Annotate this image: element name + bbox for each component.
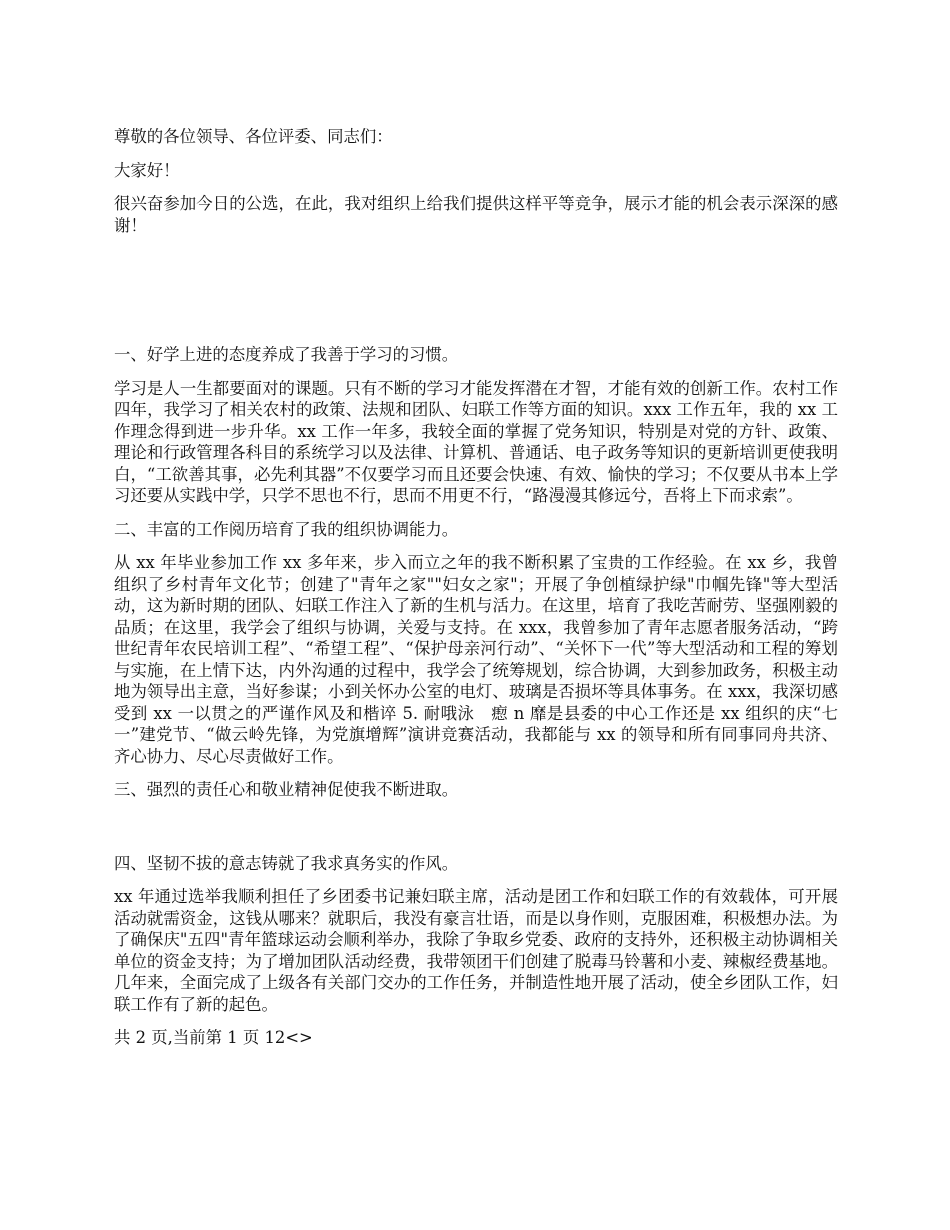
section4-body: xx 年通过选举我顺利担任了乡团委书记兼妇联主席，活动是团工作和妇联工作的有效载体，可开展活动就需资金，这钱从哪来？就职后，我没有豪言壮语，而是以身作则，克服困难，积极想办法。为了确保庆"五四"青年篮球运动会顺利举办，我除了争取乡党委、政府的支持外，还积极主动协调相关单位的资金支持；为了增加团队活动经费，我带领团干们创建了脱毒马铃薯和小麦、辣椒经费基地。几年来，全面完成了上级各有关部门交办的工作任务，并制造性地开展了活动，使全乡团队工作，妇联工作有了新的起色。 [114,887,838,1014]
section2-body: 从 xx 年毕业参加工作 xx 多年来，步入而立之年的我不断积累了宝贵的工作经验。在 xx 乡，我曾组织了乡村青年文化节；创建了"青年之家""妇女之家"；开展了争创植绿护绿"巾帼先锋"等大型活动，这为新时期的团队、妇联工作注入了新的生机与活力。在这里，培育了我吃苦耐劳、坚强刚毅的品质；在这里，我学会了组织与协调，关爱与支持。在 xxx，我曾参加了青年志愿者服务活动，“跨世纪青年农民培训工程”、“希望工程”、“保护母亲河行动”、“关怀下一代”等大型活动和工程的筹划与实施，在上情下达，内外沟通的过程中，我学会了统筹规划，综合协调，大到参加政务，积极主动地为领导出主意，当好参谋；小到关怀办公室的电灯、玻璃是否损坏等具体事务。在 xxx，我深切感受到 xx 一以贯之的严谨作风及和楷谇 5. 耐哦泳 瘛 n 靡是县委的中心工作还是 xx 组织的庆“七一”建党节、“做云岭先锋，为党旗增辉”演讲竞赛活动，我都能与 xx 的领导和所有同事同舟共济、齐心协力、尽心尽责做好工作。 [114,553,838,766]
greeting: 大家好！ [114,160,180,180]
document-page [114,126,838,1061]
page-footer: 共 2 页,当前第 1 页 12<> [114,1028,313,1047]
section1-heading: 一、好学上进的态度养成了我善于学习的习惯。 [114,345,459,364]
section2-heading: 二、丰富的工作阅历培育了我的组织协调能力。 [114,519,459,539]
spacer [114,248,838,344]
spacer [114,813,838,853]
section1-body: 学习是人一生都要面对的课题。只有不断的学习才能发挥潜在才智，才能有效的创新工作。农村工作四年，我学习了相关农村的政策、法规和团队、妇联工作等方面的知识。xxx 工作五年，我的 xx 工作理念得到进一步升华。xx 工作一年多，我较全面的掌握了党务知识，特别是对党的方针、政策、理论和行政管理各科目的系统学习以及法律、计算机、普通话、电子政务等知识的更新培训更使我明白，“工欲善其事，必先利其器”不仅要学习而且还要会快速、有效、愉快的学习；不仅要从书本上学习还要从实践中学，只学不思也不行，思而不用更不行，“路漫漫其修远兮，吾将上下而求索”。 [114,378,838,505]
section3-heading: 三、强烈的责任心和敬业精神促使我不断进取。 [114,780,459,799]
salutation: 尊敬的各位领导、各位评委、同志们： [114,127,393,146]
section4-heading: 四、坚韧不拔的意志铸就了我求真务实的作风。 [114,853,459,873]
opening-paragraph: 很兴奋参加今日的公选，在此，我对组织上给我们提供这样平等竞争，展示才能的机会表示深深的感谢！ [114,194,838,235]
